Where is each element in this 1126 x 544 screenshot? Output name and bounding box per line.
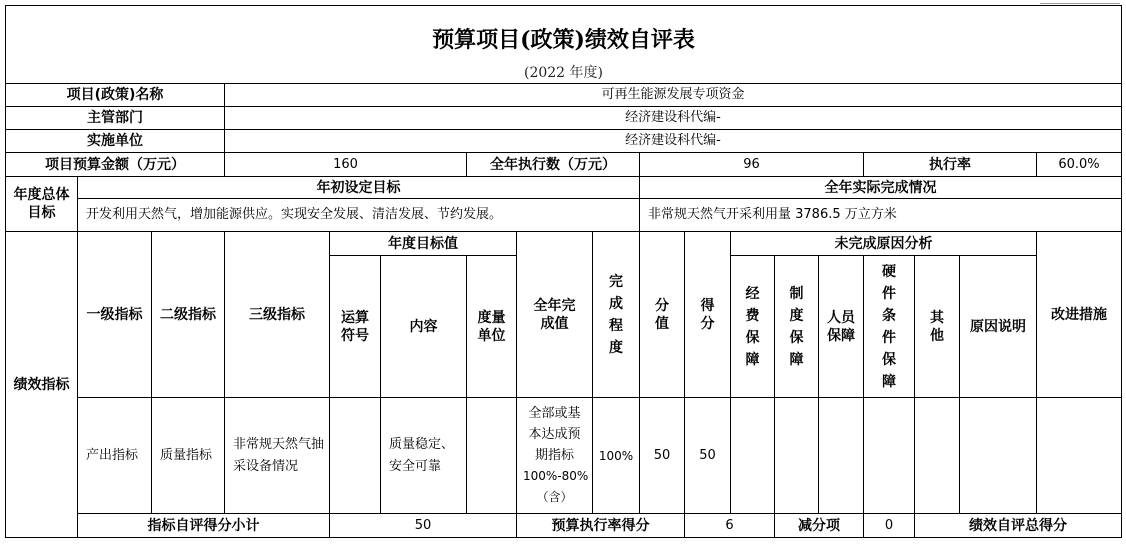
operator-value bbox=[330, 398, 381, 514]
staff-value bbox=[819, 398, 864, 514]
exec-value: 96 bbox=[640, 153, 864, 177]
funding-value bbox=[731, 398, 775, 514]
got-value: 50 bbox=[685, 398, 731, 514]
score-value: 50 bbox=[640, 398, 685, 514]
target-group-header: 年度目标值 bbox=[330, 232, 517, 256]
performance-evaluation-table bbox=[5, 5, 1122, 538]
system-value bbox=[775, 398, 819, 514]
exec-label: 全年执行数（万元） bbox=[467, 153, 640, 177]
actual-value-cell bbox=[517, 398, 593, 514]
operator-header: 运算符号 bbox=[330, 256, 381, 398]
deduct-value: 0 bbox=[864, 514, 915, 538]
budget-score-value: 6 bbox=[685, 514, 775, 538]
staff-header: 人员保障 bbox=[819, 256, 864, 398]
funding-header: 经费保障 bbox=[731, 256, 775, 398]
unit-value-cell bbox=[467, 398, 517, 514]
content-value: 质量稳定、安全可靠 bbox=[381, 398, 467, 514]
level3-header: 三级指标 bbox=[225, 232, 330, 398]
initial-goal-header: 年初设定目标 bbox=[78, 177, 640, 199]
level2-header: 二级指标 bbox=[152, 232, 225, 398]
actual-value-main: 全部或基本达成预期指标 bbox=[528, 406, 581, 463]
year-subtitle: (2022 年度) bbox=[6, 63, 1122, 84]
budget-score-label: 预算执行率得分 bbox=[517, 514, 685, 538]
subtotal-value: 50 bbox=[330, 514, 517, 538]
got-header: 得分 bbox=[685, 232, 731, 398]
top-edge-line bbox=[1040, 3, 1120, 4]
unit-value: 经济建设科代编- bbox=[225, 130, 1122, 153]
reason-group-header: 未完成原因分析 bbox=[731, 232, 1037, 256]
level1-value: 产出指标 bbox=[78, 398, 152, 514]
other-header: 其他 bbox=[915, 256, 960, 398]
project-name-value: 可再生能源发展专项资金 bbox=[225, 84, 1122, 107]
explain-header: 原因说明 bbox=[960, 256, 1037, 398]
annual-goal-label: 年度总体目标 bbox=[6, 177, 78, 232]
actual-goal-header: 全年实际完成情况 bbox=[640, 177, 1122, 199]
hardware-header: 硬件条件保障 bbox=[864, 256, 915, 398]
unit-header: 度量单位 bbox=[467, 256, 517, 398]
degree-header: 完成程度 bbox=[593, 232, 640, 398]
level1-header: 一级指标 bbox=[78, 232, 152, 398]
hardware-value bbox=[864, 398, 915, 514]
degree-value: 100% bbox=[593, 398, 640, 514]
page-title: 预算项目(政策)绩效自评表 bbox=[6, 6, 1122, 64]
improve-header: 改进措施 bbox=[1037, 232, 1122, 398]
dept-value: 经济建设科代编- bbox=[225, 107, 1122, 130]
actual-goal-text: 非常规天然气开采利用量 3786.5 万立方米 bbox=[640, 199, 1122, 232]
level2-value: 质量指标 bbox=[152, 398, 225, 514]
explain-value bbox=[960, 398, 1037, 514]
rate-value: 60.0% bbox=[1037, 153, 1122, 177]
content-header: 内容 bbox=[381, 256, 467, 398]
initial-goal-text: 开发利用天然气，增加能源供应。实现安全发展、清洁发展、节约发展。 bbox=[78, 199, 640, 232]
indicators-section-label: 绩效指标 bbox=[6, 232, 78, 538]
score-header: 分值 bbox=[640, 232, 685, 398]
total-label: 绩效自评总得分 bbox=[915, 514, 1122, 538]
level3-value: 非常规天然气抽采设备情况 bbox=[225, 398, 330, 514]
project-name-label: 项目(政策)名称 bbox=[6, 84, 225, 107]
subtotal-label: 指标自评得分小计 bbox=[78, 514, 330, 538]
system-header: 制度保障 bbox=[775, 256, 819, 398]
budget-label: 项目预算金额（万元） bbox=[6, 153, 225, 177]
rate-label: 执行率 bbox=[864, 153, 1037, 177]
actual-value-sub: 100%-80%（含） bbox=[523, 469, 589, 504]
budget-value: 160 bbox=[225, 153, 467, 177]
actual-value-header: 全年完成值 bbox=[517, 232, 593, 398]
other-value bbox=[915, 398, 960, 514]
dept-label: 主管部门 bbox=[6, 107, 225, 130]
improve-value bbox=[1037, 398, 1122, 514]
unit-label: 实施单位 bbox=[6, 130, 225, 153]
deduct-label: 减分项 bbox=[775, 514, 864, 538]
